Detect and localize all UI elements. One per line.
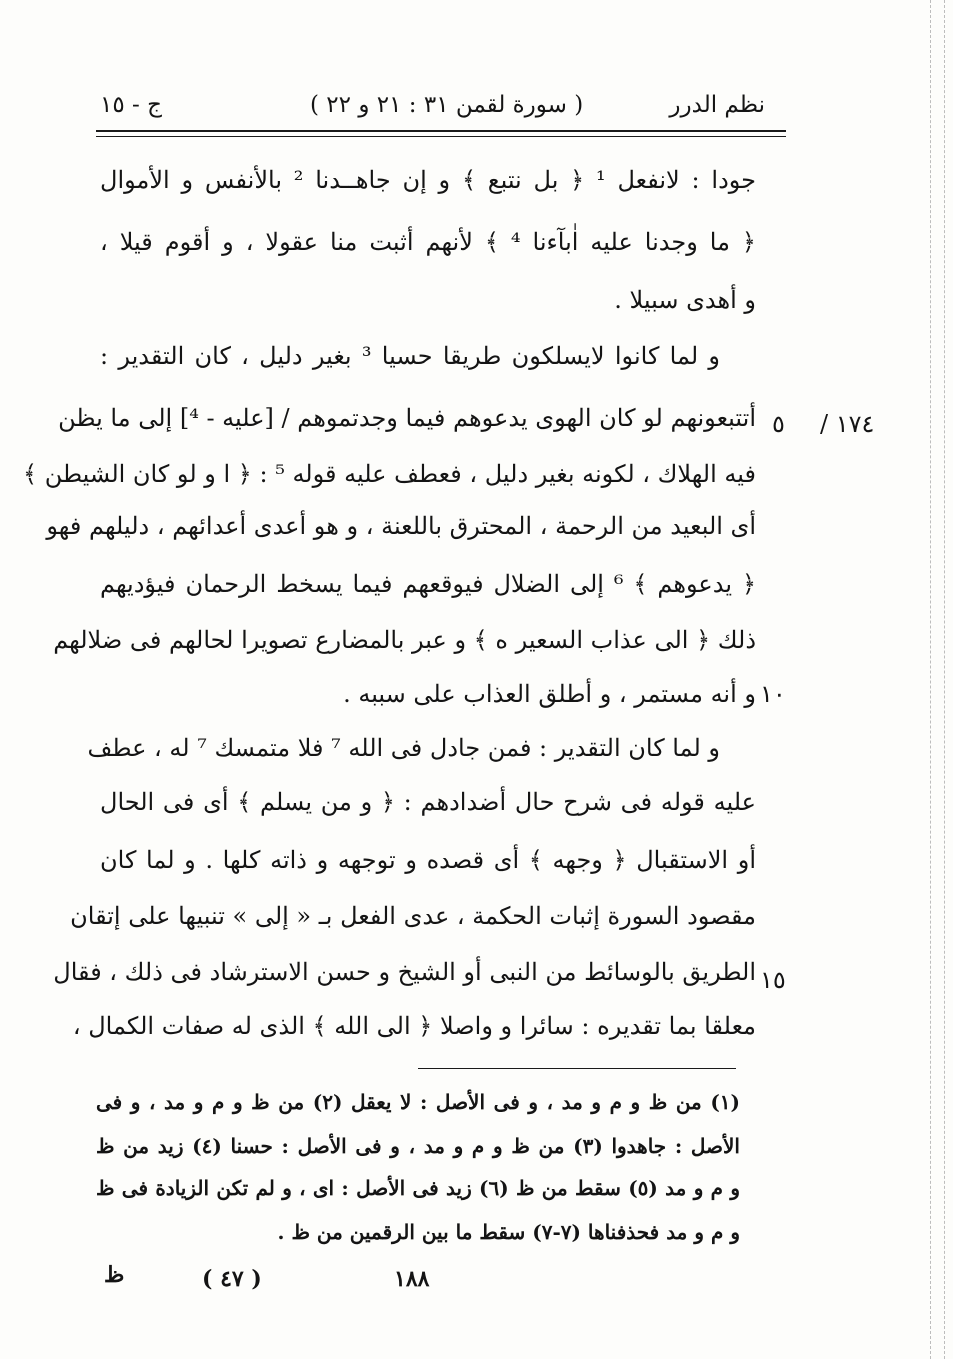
manuscript-siglum: ظ [104,1262,125,1288]
text-line: و لما كانوا لايسلكون طريقا حسيا ³ بغير دليل ، كان التقدير : [100,342,721,370]
footnote-line: و م و مد (٥) سقط من ظ (٦) زيد فى الأصل : اى ، و لم تكن الزيادة فى ظ [96,1176,740,1200]
text-line: و لما كان التقدير : فمن جادل فى الله ⁷ فلا متمسك ⁷ له ، عطف [87,734,720,762]
text-line: مقصود السورة إثبات الحكمة ، عدى الفعل بـ « إلى » تنبيها على إتقان [70,902,756,930]
text-line: و أهدى سبيلا . [614,286,756,314]
text-line: ﴿ يدعوهم ﴾ ⁶ إلى الضلال فيوقعهم فيما يسخط الرحمان فيؤديهم [100,570,757,598]
footnote-rule [418,1068,736,1069]
text-line: جودا : لانفعل ¹ ﴿ بل نتبع ﴾ و إن جاهــدنا ² بالأنفس و الأموال [100,166,756,194]
text-line: ذلك ﴿ الى عذاب السعير ه ﴾ و عبر بالمضارع تصويرا لحالهم فى ضلالهم [53,626,756,654]
text-line: معلقا بما تقديره : سائرا و واصلا ﴿ الى الله ﴾ الذى له صفات الكمال ، [72,1012,756,1040]
surah-reference: ( سورة لقمن ٣١ : ٢١ و ٢٢ ) [310,92,584,118]
text-line: أتتبعونهم لو كان الهوى يدعوهم فيما وجدتموهم / [عليه - ⁴] إلى ما يظن [58,404,756,432]
text-line: الطريق بالوسائط من النبى أو الشيخ و حسن الاسترشاد فى ذلك ، فقال [53,958,756,986]
margin-folio-marker: ١٧٤ / [820,410,875,438]
footnote-line: (١) من ظ و م و مد ، و فى الأصل : لا يعقل (٢) من ظ و م و مد ، و فى [96,1090,740,1114]
book-title: نظم الدرر [669,92,765,118]
text-line: أى البعيد من الرحمة ، المحترق باللعنة ، و هو أعدى أعدائهم ، دليلهم فهو [46,512,756,540]
binding-line [944,0,945,1359]
text-line: ﴿ ما وجدنا عليه اٰبآءنا ⁴ ﴾ لأنهم أثبت منا عقولا ، و أقوم قيلا ، [100,228,756,256]
footnote-line: و م و مد فحذفناها (٧-٧) سقط ما بين الرقمين من ظ . [277,1220,740,1244]
text-line: عليه قوله فى شرح حال أضدادهم : ﴿ و من يسلم ﴾ أى فى الحال [100,788,756,816]
header-rule-thin [96,136,786,137]
running-head [100,84,765,128]
folio-signature: ( ٤٧ ) [202,1266,262,1292]
text-line: فيه الهلاك ، لكونه بغير دليل ، فعطف عليه قوله ⁵ : ﴿ ا و لو كان الشيطن ﴾ [23,460,756,488]
volume-part-label: ج - ١٥ [100,92,162,118]
header-rule [96,130,786,132]
line-number-10: ١٠ [760,680,786,708]
footnote-line: الأصل : جاهدوا (٣) من ظ و م و مد ، و فى الأصل : حسنا (٤) زيد من ظ [96,1134,740,1158]
text-line: و أنه مستمر ، و أطلق العذاب على سببه . [343,680,756,708]
line-number-15: ١٥ [760,966,786,994]
line-number-5: ٥ [772,410,785,438]
binding-line [930,0,931,1359]
text-line: أو الاستقبال ﴿ وجهه ﴾ أى قصده و توجهه و ذاته كلها . و لما كان [100,846,756,874]
page-number: ١٨٨ [394,1266,430,1292]
